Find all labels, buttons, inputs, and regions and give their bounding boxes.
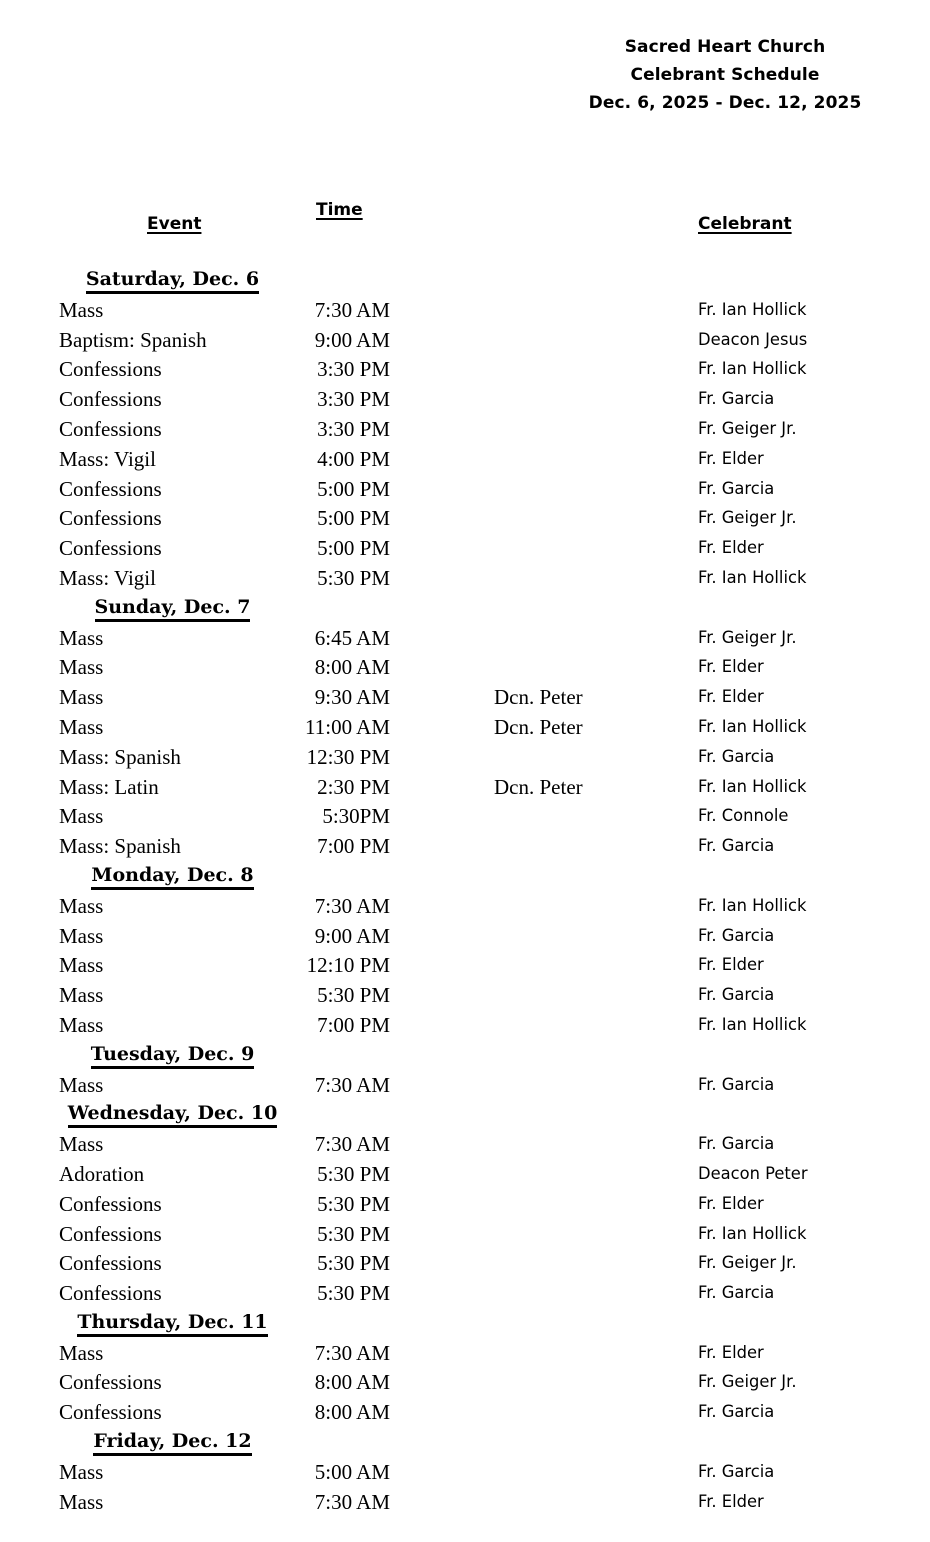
row-event: Mass: Spanish [59,834,181,859]
table-row [0,1490,930,1520]
table-row [0,1013,930,1043]
table-row [0,655,930,685]
table-row [0,775,930,805]
row-time: 5:30PM [322,804,390,829]
table-row [0,715,930,745]
row-event: Mass [59,625,104,650]
row-event: Mass [59,953,104,978]
table-row [0,447,930,477]
row-celebrant: Fr. Garcia [698,1134,775,1155]
row-time: 3:30 PM [317,387,390,412]
row-time: 7:30 AM [314,1132,390,1157]
table-row [0,1132,930,1162]
day-header-text: Tuesday, Dec. 9 [91,1043,255,1069]
table-row [0,924,930,954]
day-header-text: Sunday, Dec. 7 [95,596,251,622]
row-celebrant: Fr. Connole [698,806,789,827]
table-row [0,1370,930,1400]
row-celebrant: Fr. Garcia [698,478,775,499]
table-row [0,1162,930,1192]
day-header-text: Wednesday, Dec. 10 [68,1102,278,1128]
schedule-body [0,268,930,1519]
row-event: Confessions [59,1370,162,1395]
row-celebrant: Fr. Geiger Jr. [698,1372,797,1393]
row-celebrant: Fr. Ian Hollick [698,299,807,320]
row-time: 7:00 PM [317,834,390,859]
row-event: Confessions [59,1281,162,1306]
table-row [0,566,930,596]
day-header-label [0,596,345,622]
day-header [0,1043,930,1073]
column-header-time: Time [316,200,363,220]
row-event: Baptism: Spanish [59,327,207,352]
table-row [0,1281,930,1311]
table-row [0,1460,930,1490]
row-celebrant: Fr. Elder [698,538,764,559]
row-celebrant: Fr. Elder [698,448,764,469]
row-time: 7:00 PM [317,1012,390,1037]
table-row [0,1192,930,1222]
row-celebrant: Fr. Elder [698,1342,764,1363]
day-header [0,1102,930,1132]
table-row [0,685,930,715]
row-celebrant: Fr. Geiger Jr. [698,1253,797,1274]
table-row [0,804,930,834]
row-time: 3:30 PM [317,357,390,382]
row-celebrant: Fr. Elder [698,687,764,708]
row-celebrant: Fr. Ian Hollick [698,716,807,737]
day-header-text: Thursday, Dec. 11 [77,1311,267,1337]
row-event: Mass [59,714,104,739]
day-header-label [0,1311,345,1337]
row-event: Mass [59,685,104,710]
row-celebrant: Fr. Garcia [698,1283,775,1304]
row-time: 7:30 AM [314,893,390,918]
day-header [0,864,930,894]
row-event: Mass [59,923,104,948]
row-deacon: Dcn. Peter [494,714,583,739]
row-celebrant: Fr. Ian Hollick [698,776,807,797]
row-time: 5:30 PM [317,565,390,590]
row-time: 12:10 PM [306,953,390,978]
row-time: 3:30 PM [317,416,390,441]
row-celebrant: Fr. Garcia [698,985,775,1006]
table-row [0,387,930,417]
row-celebrant: Fr. Ian Hollick [698,895,807,916]
row-celebrant: Fr. Garcia [698,1461,775,1482]
row-celebrant: Fr. Elder [698,955,764,976]
row-time: 4:00 PM [317,446,390,471]
row-celebrant: Fr. Garcia [698,925,775,946]
table-row [0,745,930,775]
date-range: Dec. 6, 2025 - Dec. 12, 2025 [588,93,862,113]
row-event: Adoration [59,1161,145,1186]
row-celebrant: Deacon Jesus [698,329,808,350]
row-deacon: Dcn. Peter [494,774,583,799]
row-time: 5:30 PM [317,1161,390,1186]
table-row [0,417,930,447]
day-header [0,1311,930,1341]
table-row [0,1341,930,1371]
column-header-celebrant: Celebrant [698,214,792,234]
row-celebrant: Fr. Elder [698,1491,764,1512]
row-time: 5:00 PM [317,506,390,531]
table-row [0,477,930,507]
row-event: Confessions [59,416,162,441]
row-event: Mass [59,297,104,322]
row-time: 9:00 AM [314,327,390,352]
row-time: 2:30 PM [317,774,390,799]
row-celebrant: Fr. Ian Hollick [698,567,807,588]
day-header-label [0,1430,345,1456]
row-event: Confessions [59,1191,162,1216]
row-event: Confessions [59,1221,162,1246]
row-time: 9:00 AM [314,923,390,948]
day-header [0,268,930,298]
row-time: 5:00 PM [317,536,390,561]
day-header [0,1430,930,1460]
table-row [0,536,930,566]
row-celebrant: Fr. Ian Hollick [698,1223,807,1244]
row-event: Confessions [59,387,162,412]
day-header-text: Friday, Dec. 12 [93,1430,251,1456]
table-row [0,953,930,983]
row-time: 5:30 PM [317,1251,390,1276]
document-title: Celebrant Schedule [630,65,820,85]
table-row [0,983,930,1013]
row-deacon: Dcn. Peter [494,685,583,710]
table-row [0,894,930,924]
row-event: Mass [59,1459,104,1484]
row-time: 6:45 AM [314,625,390,650]
row-time: 8:00 AM [314,1400,390,1425]
day-header-label [0,864,345,890]
table-row [0,357,930,387]
table-row [0,1251,930,1281]
day-header [0,596,930,626]
row-celebrant: Fr. Garcia [698,389,775,410]
row-time: 7:30 AM [314,1072,390,1097]
row-event: Mass: Vigil [59,565,156,590]
row-time: 5:00 AM [314,1459,390,1484]
row-celebrant: Fr. Ian Hollick [698,1014,807,1035]
row-celebrant: Fr. Garcia [698,1402,775,1423]
row-event: Confessions [59,536,162,561]
document-header [560,33,890,117]
table-row [0,506,930,536]
row-event: Mass: Latin [59,774,159,799]
row-celebrant: Deacon Peter [698,1163,808,1184]
row-time: 7:30 AM [314,297,390,322]
row-time: 9:30 AM [314,685,390,710]
row-celebrant: Fr. Geiger Jr. [698,508,797,529]
row-event: Mass [59,983,104,1008]
table-row [0,298,930,328]
table-row [0,1400,930,1430]
row-time: 5:00 PM [317,476,390,501]
row-celebrant: Fr. Elder [698,657,764,678]
table-row [0,834,930,864]
row-event: Mass [59,1132,104,1157]
row-time: 8:00 AM [314,655,390,680]
row-event: Mass: Vigil [59,446,156,471]
row-time: 8:00 AM [314,1370,390,1395]
day-header-text: Monday, Dec. 8 [91,864,253,890]
day-header-label [0,268,345,294]
row-time: 7:30 AM [314,1489,390,1514]
row-celebrant: Fr. Ian Hollick [698,359,807,380]
day-header-label [0,1102,345,1128]
row-celebrant: Fr. Geiger Jr. [698,627,797,648]
church-name: Sacred Heart Church [624,37,826,57]
row-time: 5:30 PM [317,1221,390,1246]
table-row [0,1222,930,1252]
row-event: Confessions [59,1400,162,1425]
row-event: Mass [59,804,104,829]
row-celebrant: Fr. Garcia [698,746,775,767]
row-event: Mass [59,655,104,680]
row-event: Mass [59,893,104,918]
row-event: Mass [59,1489,104,1514]
row-event: Confessions [59,1251,162,1276]
row-time: 11:00 AM [305,714,390,739]
day-header-text: Saturday, Dec. 6 [86,268,259,294]
row-event: Confessions [59,506,162,531]
row-celebrant: Fr. Geiger Jr. [698,418,797,439]
row-celebrant: Fr. Garcia [698,836,775,857]
row-time: 12:30 PM [306,744,390,769]
row-celebrant: Fr. Elder [698,1193,764,1214]
table-row [0,328,930,358]
row-event: Confessions [59,476,162,501]
column-header-event: Event [147,214,202,234]
row-celebrant: Fr. Garcia [698,1074,775,1095]
row-event: Mass [59,1340,104,1365]
table-row [0,626,930,656]
row-event: Mass [59,1012,104,1037]
row-event: Mass [59,1072,104,1097]
row-time: 5:30 PM [317,1191,390,1216]
row-event: Confessions [59,357,162,382]
table-row [0,1073,930,1103]
row-event: Mass: Spanish [59,744,181,769]
row-time: 5:30 PM [317,983,390,1008]
row-time: 7:30 AM [314,1340,390,1365]
day-header-label [0,1043,345,1069]
row-time: 5:30 PM [317,1281,390,1306]
